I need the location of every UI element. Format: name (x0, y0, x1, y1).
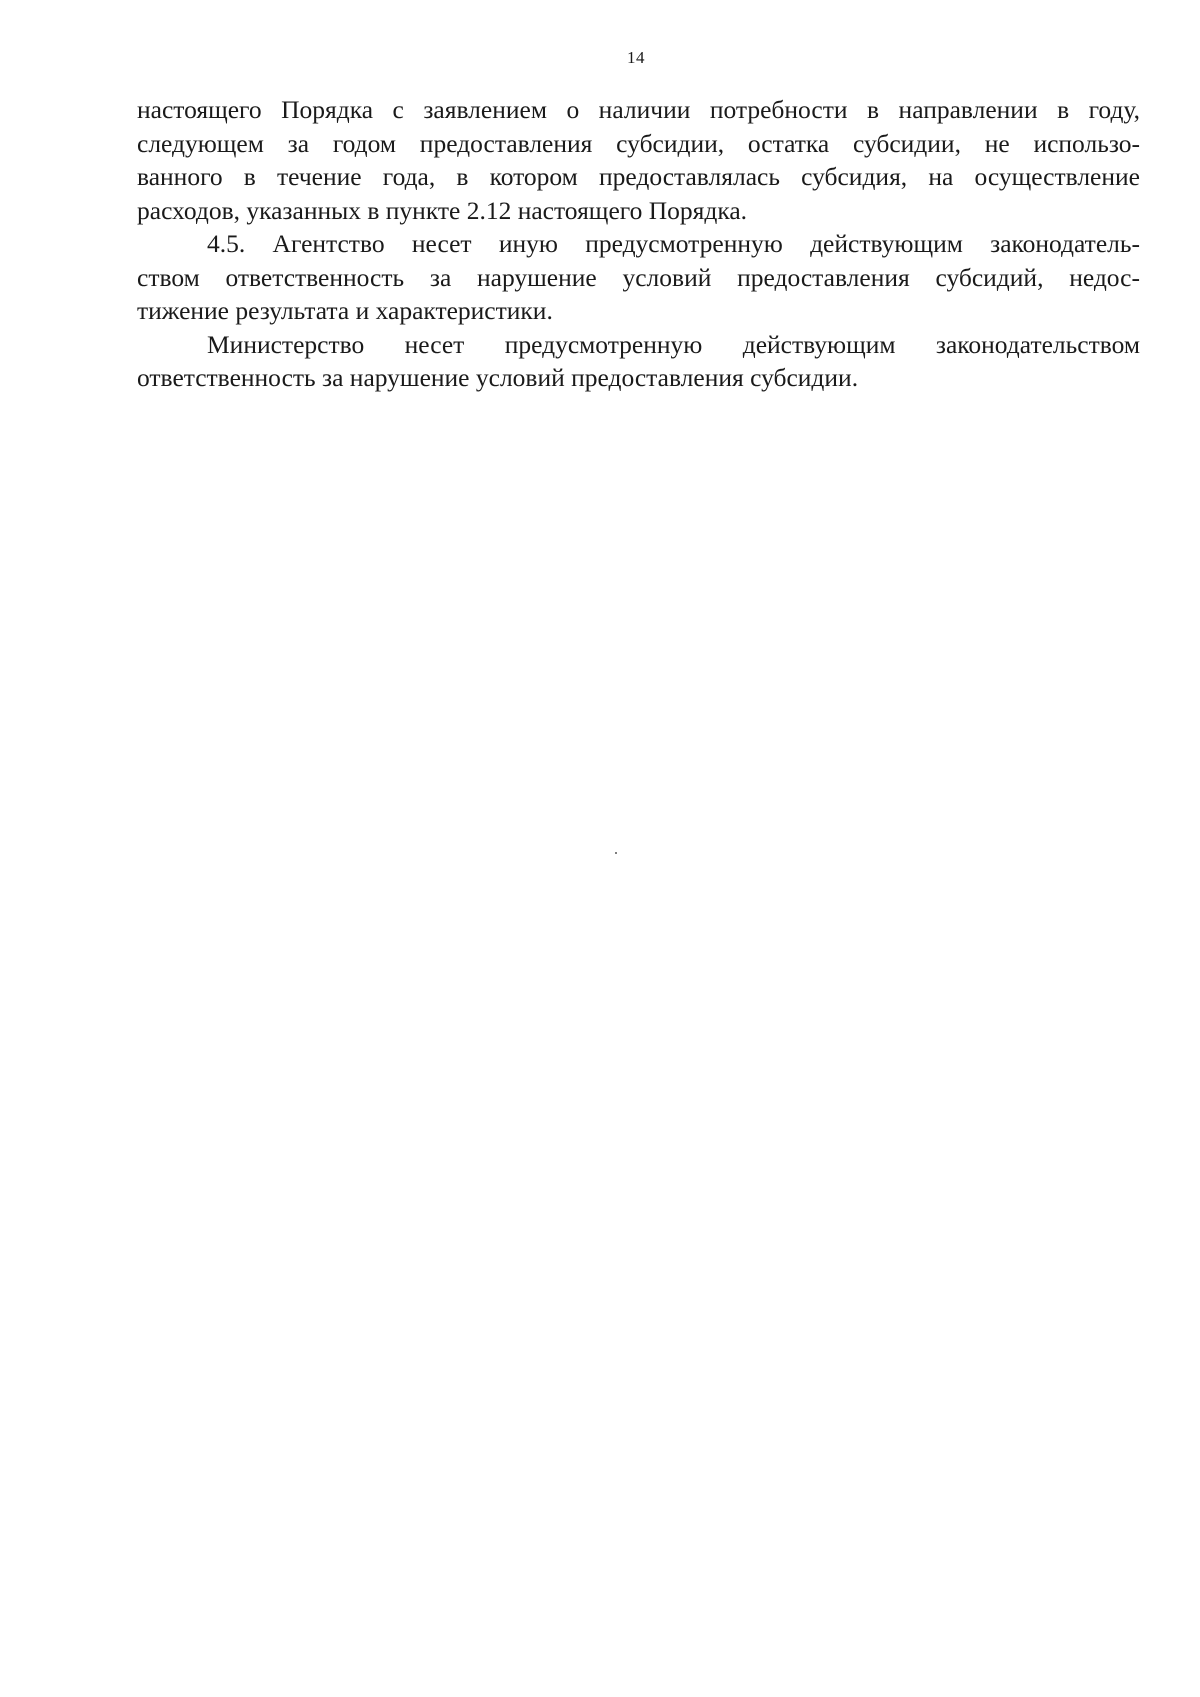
text-line: следующем за годом предоставления субсидии, остатка субсидии, не использо- (137, 128, 1140, 158)
scan-speck (615, 852, 617, 854)
text-line: настоящего Порядка с заявлением о наличии потребности в направлении в году, (137, 95, 1140, 124)
text-line: ответственность за нарушение условий предоставления субсидии. (137, 363, 859, 392)
text-line: тижение результата и характеристики. (137, 296, 553, 325)
text-line: Министерство несет предусмотренную действующим законодательством (207, 329, 1140, 359)
paragraph-ministry (137, 328, 1140, 395)
paragraph-4-5 (137, 227, 1140, 328)
text-line: 4.5. Агентство несет иную предусмотренную действующим законодатель- (207, 229, 1140, 258)
text-line: ством ответственность за нарушение условий предоставления субсидий, недос- (137, 262, 1140, 292)
text-line: расходов, указанных в пункте 2.12 настоящего Порядка. (137, 195, 748, 225)
paragraph-continuation (137, 93, 1140, 227)
text-line: ванного в течение года, в котором предоставлялась субсидия, на осуществление (137, 162, 1140, 191)
page-number: 14 (627, 48, 645, 67)
document-body (137, 93, 1140, 395)
